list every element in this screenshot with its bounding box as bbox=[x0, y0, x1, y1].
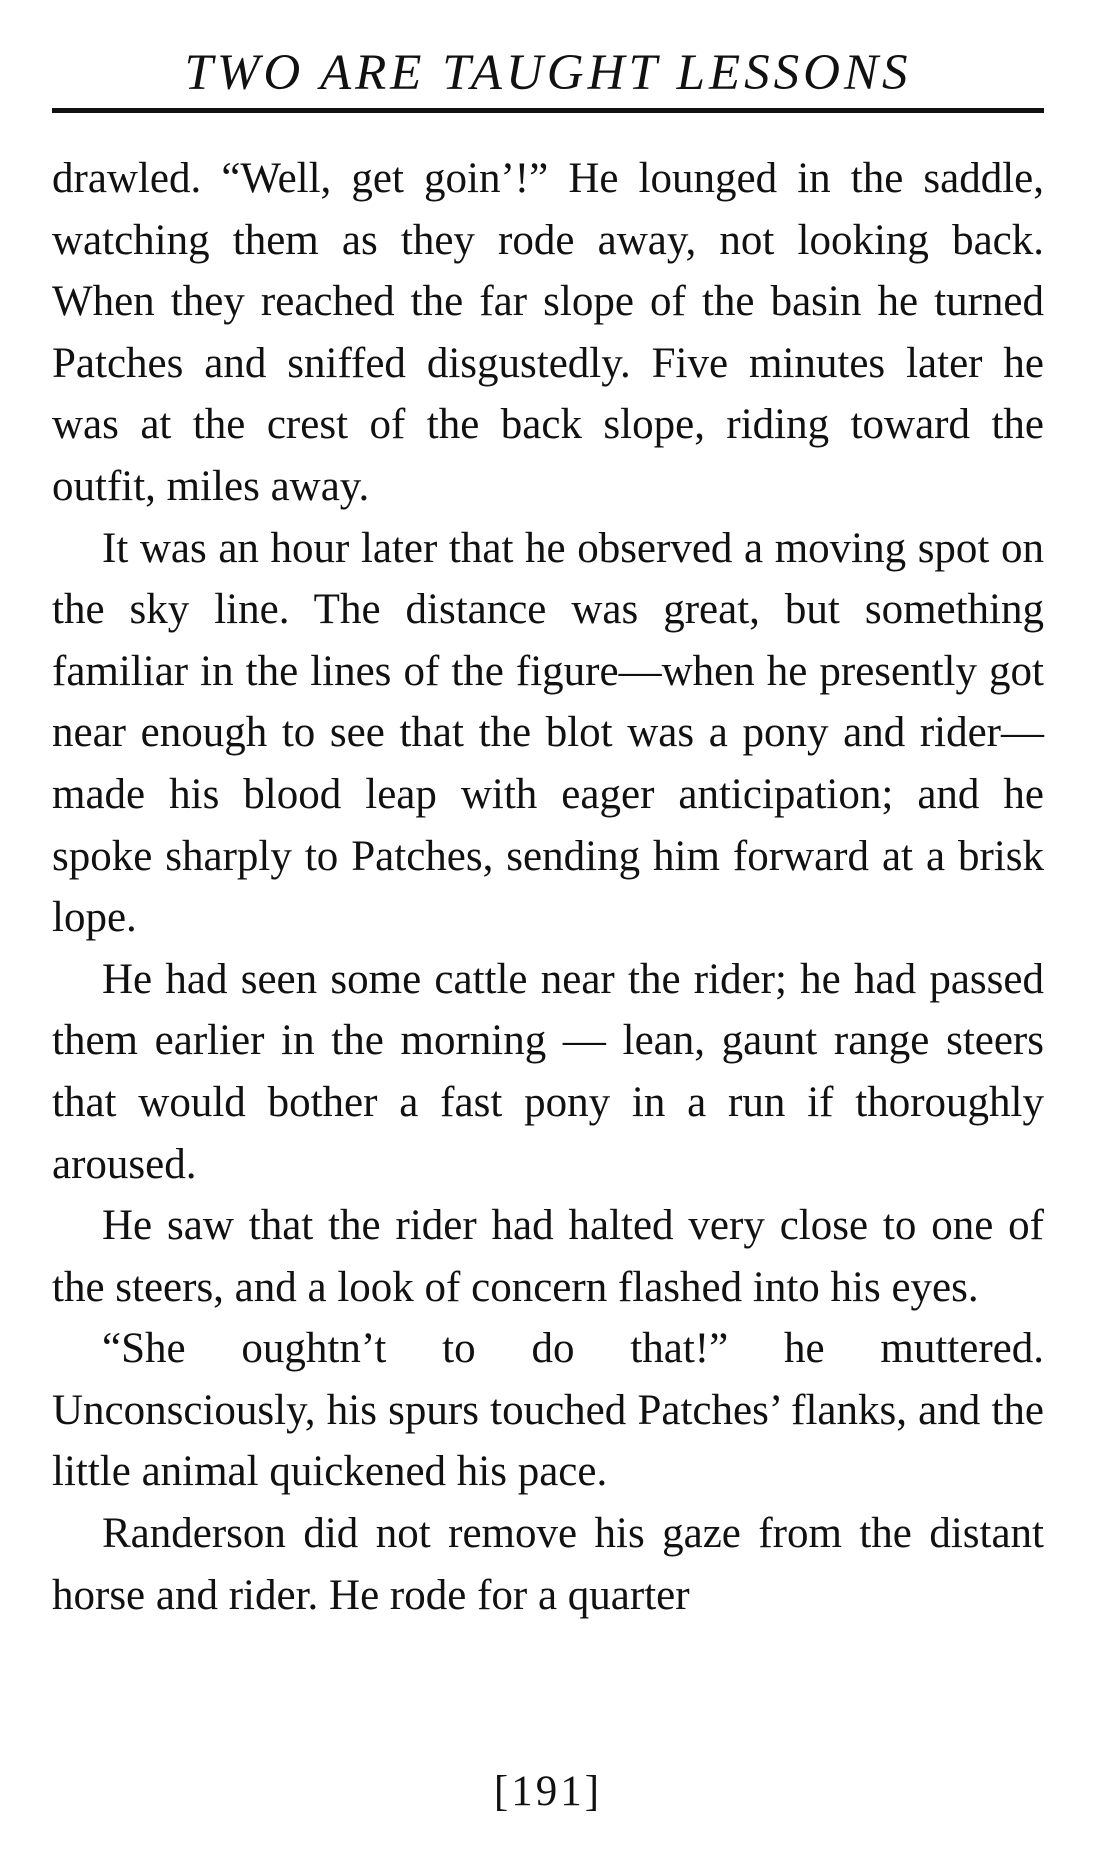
book-page bbox=[52, 0, 1044, 1862]
header-rule bbox=[52, 108, 1044, 113]
page-number: [191] bbox=[493, 1768, 603, 1815]
paragraph-continued: drawled. “Well, get goin’!” He lounged in the saddle, watching them as they rode away, not looking back. When they reached the far slope of the basin he turned Patches and sniffed disgustedly. Five minutes later he was at the crest of the back slope, riding toward the outfit, miles away. bbox=[52, 155, 1044, 510]
paragraph: It was an hour later that he observed a moving spot on the sky line. The distance was great, but something familiar in the lines of the figure—when he presently got near enough to see that the blot was a pony and rider—made his blood leap with eager anticipation; and he spoke sharply to Patches, sending him forward at a brisk lope. bbox=[52, 524, 1044, 942]
paragraph: He saw that the rider had halted very close to one of the steers, and a look of concern flashed into his eyes. bbox=[52, 1202, 1044, 1311]
paragraph: Randerson did not remove his gaze from the distant horse and rider. He rode for a quarter bbox=[52, 1510, 1044, 1619]
running-head-title: TWO ARE TAUGHT LESSONS bbox=[184, 45, 912, 101]
paragraph: “She oughtn’t to do that!” he muttered. Unconsciously, his spurs touched Patches’ flanks, and the little animal quickened his pace. bbox=[52, 1325, 1044, 1496]
paragraph: He had seen some cattle near the rider; he had passed them earlier in the morning — lean, gaunt range steers that would bother a fast pony in a run if thoroughly aroused. bbox=[52, 955, 1044, 1188]
body-text bbox=[52, 148, 1044, 1626]
